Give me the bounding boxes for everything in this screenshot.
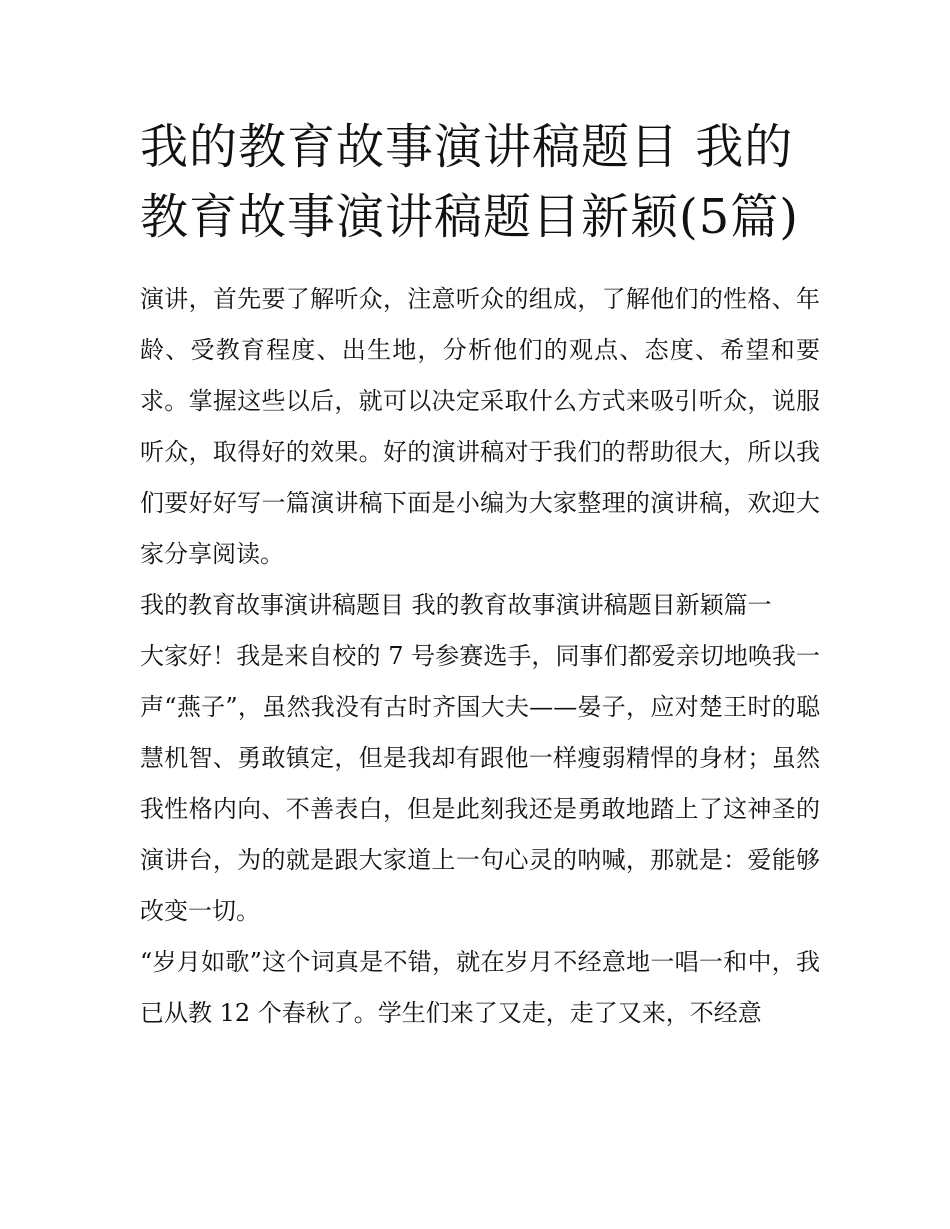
speech-paragraph: “岁月如歌”这个词真是不错，就在岁月不经意地一唱一和中，我已从教 12 个春秋了。学生们来了又走，走了又来，不经意	[140, 948, 820, 1027]
document-content	[140, 112, 820, 1039]
document-body	[140, 274, 820, 1039]
document-title: 我的教育故事演讲稿题目 我的教育故事演讲稿题目新颖(5篇)	[140, 119, 799, 245]
intro-paragraph: 演讲，首先要了解听众，注意听众的组成，了解他们的性格、年龄、受教育程度、出生地，分析他们的观点、态度、希望和要求。掌握这些以后，就可以决定采取什么方式来吸引听众，说服听众，取得好的效果。好的演讲稿对于我们的帮助很大，所以我们要好好写一篇演讲稿下面是小编为大家整理的演讲稿，欢迎大家分享阅读。	[140, 285, 820, 568]
speech-paragraph: 大家好！我是来自校的 7 号参赛选手，同事们都爱亲切地唤我一声“燕子”，虽然我没有古时齐国大夫——晏子，应对楚王时的聪慧机智、勇敢镇定，但是我却有跟他一样瘦弱精悍的身材；虽然我性格内向、不善表白，但是此刻我还是勇敢地踏上了这神圣的演讲台，为的就是跟大家道上一句心灵的呐喊，那就是：爱能够改变一切。	[140, 642, 820, 925]
section-heading: 我的教育故事演讲稿题目 我的教育故事演讲稿题目新颖篇一	[140, 591, 772, 619]
